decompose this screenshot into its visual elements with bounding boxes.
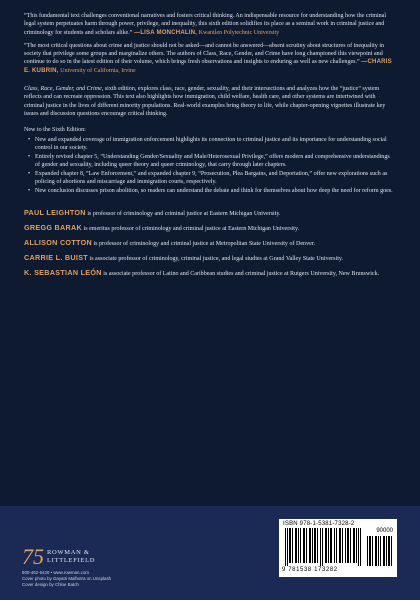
publisher-name-line-1: ROWMAN & <box>47 549 90 556</box>
publisher-name-line-2: LITTLEFIELD <box>47 556 96 564</box>
addon-barcode-icon <box>367 536 393 566</box>
quote-affiliation: University of California, Irvine <box>60 67 136 74</box>
endorsement-quote-1 <box>24 12 396 37</box>
new-edition-list <box>24 136 396 196</box>
anniversary-number: 75 <box>22 544 44 569</box>
ean-number: 9 781538 173282 <box>282 567 338 573</box>
author-name: K. SEBASTIAN LEÓN <box>24 267 102 277</box>
author-bio <box>24 224 396 233</box>
quote-affiliation: Kwantlen Polytechnic University <box>198 29 280 36</box>
ean-barcode-icon <box>284 528 362 566</box>
publisher-name <box>47 549 95 564</box>
author-description: is professor of criminology and criminal justice at Metropolitan State University of Denver. <box>91 241 315 248</box>
isbn-label: ISBN 978-1-5381-7328-2 <box>283 521 355 527</box>
design-credit: Cover design by Chloe Batch <box>22 582 79 588</box>
description-text: sixth edition, explores class, race, gender, sexuality, and their intersections and analyzes how the “justice” system reflects and can recreate oppression. This text also highlights how immigration, child welfare, health care, and other systems are intertwined with criminal justice in the lives of different minority populations. Real-world examples bring theory to life, while chapter-opening vignettes illustrate key issues and discussion questions encourage critical thinking. <box>24 86 386 117</box>
cover-text <box>24 12 396 283</box>
quote-text: “This fundamental text challenges conventional narratives and fosters critical thinking. An indispensable resource for understanding how the criminal legal system perpetuates harm through power, privilege, and inequality, this sixth edition solidifies its place as a seminal work in criminal justice and criminology for students and scholars alike.” <box>24 13 387 36</box>
author-bio <box>24 209 396 218</box>
author-name: GREGG BARAK <box>24 223 83 233</box>
cover-credits <box>22 570 111 589</box>
author-name: ALLISON COTTON <box>24 238 92 248</box>
author-bio <box>24 239 396 248</box>
book-description <box>24 85 396 118</box>
author-name: CARRIE L. BUIST <box>24 252 88 262</box>
author-bio <box>24 254 396 263</box>
author-description: is associate professor of Latino and Caribbean studies and criminal justice at Rutgers University, New Brunswick. <box>101 270 380 277</box>
quote-text: “The most critical questions about crime and justice should not be asked—and cannot be answered—absent scrutiny about structures of inequality in society that privilege some groups and marginalize others. The authors of Class, Race, Gender, and Crime have long championed this viewpoint and continue to do so in the latest edition of their volume, which brings fresh observations and insights to enduring as well as new challenges.” <box>24 42 385 66</box>
list-item: • New conclusion discusses prison abolition, so readers can understand the debate and think for themselves about how deep the need for reform goes. <box>35 187 396 195</box>
list-item: • Entirely revised chapter 5, “Understanding Gender/Sexuality and Male/Heterosexual Privilege,” offers modern and comprehensive understandings of gender and sexuality, including queer theory and queer criminology, that carry through later chapters. <box>35 153 396 170</box>
quote-attribution: —CHARIS E. KUBRIN, <box>24 59 392 74</box>
author-bio <box>24 269 396 278</box>
new-edition-label: New to the Sixth Edition: <box>24 127 86 134</box>
price-code: 90000 <box>376 528 393 534</box>
publisher-logo <box>22 544 142 569</box>
publisher-contact: 800-462-6420 • www.rowman.com <box>22 570 89 575</box>
author-description: is emeritus professor of criminology and criminal justice at Eastern Michigan University. <box>82 226 300 233</box>
author-bios <box>24 209 396 277</box>
endorsement-quote-2 <box>24 42 396 75</box>
list-item: • New and expanded coverage of immigration enforcement highlights its connection to criminal justice and its importance for understanding social control in our society. <box>35 136 396 153</box>
barcode-box <box>279 519 397 577</box>
photo-credit: Cover photo by Gayatri Malhotra on Unsplash <box>22 576 112 582</box>
quote-attribution: —LISA MONCHALIN, <box>134 29 198 36</box>
author-description: is professor of criminology and criminal justice at Eastern Michigan University. <box>85 211 281 218</box>
author-description: is associate professor of criminology, criminal justice, and legal studies at Grand Valley State University. <box>88 255 344 262</box>
author-name: PAUL LEIGHTON <box>24 208 86 218</box>
book-title-italic: Class, Race, Gender, and Crime, <box>24 86 104 93</box>
list-item: • Expanded chapter 8, “Law Enforcement,” and expanded chapter 9, “Prosecution, Plea Bargains, and Deportation,” offer new explorations such as policing of abortions and miscarriage and immigration courts, respectively. <box>35 170 396 187</box>
